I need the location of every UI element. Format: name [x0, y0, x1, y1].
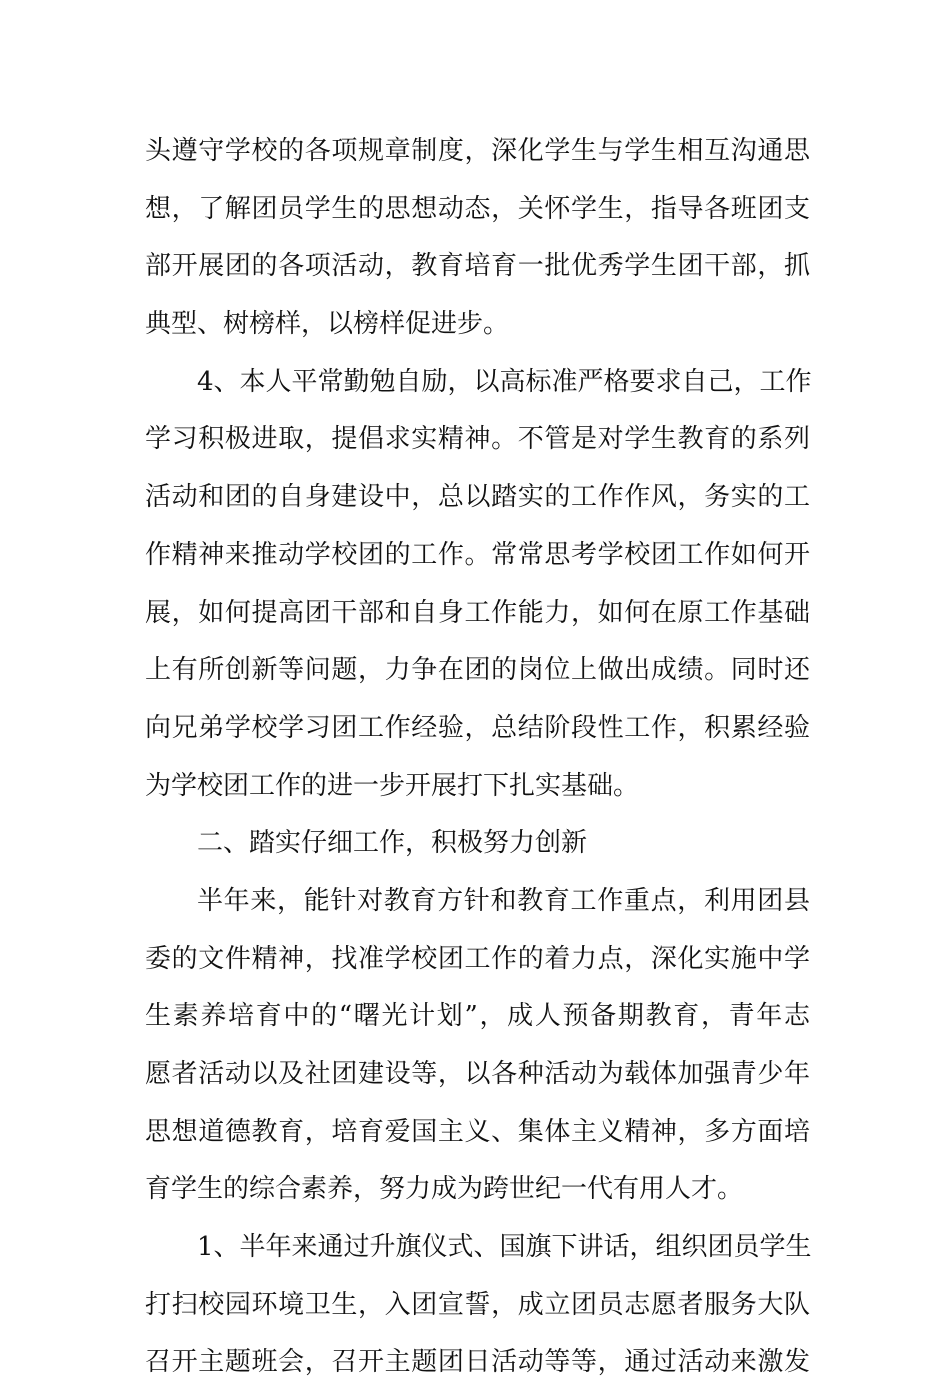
text-line: 召开主题班会，召开主题团日活动等等，通过活动来激发 — [145, 1347, 810, 1378]
text-line: 为学校团工作的进一步开展打下扎实基础。 — [145, 770, 640, 801]
text-line: 1、半年来通过升旗仪式、国旗下讲话，组织团员学生 — [197, 1232, 812, 1263]
text-line: 学习积极进取，提倡求实精神。不管是对学生教育的系列 — [145, 424, 810, 455]
text-line: 愿者活动以及社团建设等，以各种活动为载体加强青少年 — [145, 1059, 810, 1089]
text-line: 半年来，能针对教育方针和教育工作重点，利用团县 — [197, 885, 810, 916]
text-line: 上有所创新等问题，力争在团的岗位上做出成绩。同时还 — [145, 655, 810, 686]
text-line: 委的文件精神，找准学校团工作的着力点，深化实施中学 — [145, 943, 810, 974]
text-line: 思想道德教育，培育爱国主义、集体主义精神，多方面培 — [145, 1116, 810, 1147]
document-body — [145, 128, 810, 1397]
text-line: 典型、树榜样，以榜样促进步。 — [145, 309, 510, 340]
text-line: 作精神来推动学校团的工作。常常思考学校团工作如何开 — [145, 539, 810, 570]
section-heading: 二、踏实仔细工作，积极努力创新 — [197, 828, 588, 859]
text-line: 头遵守学校的各项规章制度，深化学生与学生相互沟通思 — [145, 136, 810, 166]
text-line: 向兄弟学校学习团工作经验，总结阶段性工作，积累经验 — [145, 712, 810, 743]
text-line: 打扫校园环境卫生，入团宣誓，成立团员志愿者服务大队 — [145, 1289, 810, 1320]
text-line: 展，如何提高团干部和自身工作能力，如何在原工作基础 — [145, 597, 810, 628]
text-line: 育学生的综合素养，努力成为跨世纪一代有用人才。 — [145, 1174, 744, 1205]
text-line: 生素养培育中的“曙光计划”，成人预备期教育，青年志 — [145, 1001, 810, 1032]
text-line: 活动和团的自身建设中，总以踏实的工作作风，务实的工 — [145, 482, 810, 513]
text-line: 部开展团的各项活动，教育培育一批优秀学生团干部，抓 — [145, 251, 810, 282]
text-line: 想，了解团员学生的思想动态，关怀学生，指导各班团支 — [145, 193, 810, 224]
text-line: 4、本人平常勤勉自励，以高标准严格要求自己，工作 — [197, 366, 812, 397]
